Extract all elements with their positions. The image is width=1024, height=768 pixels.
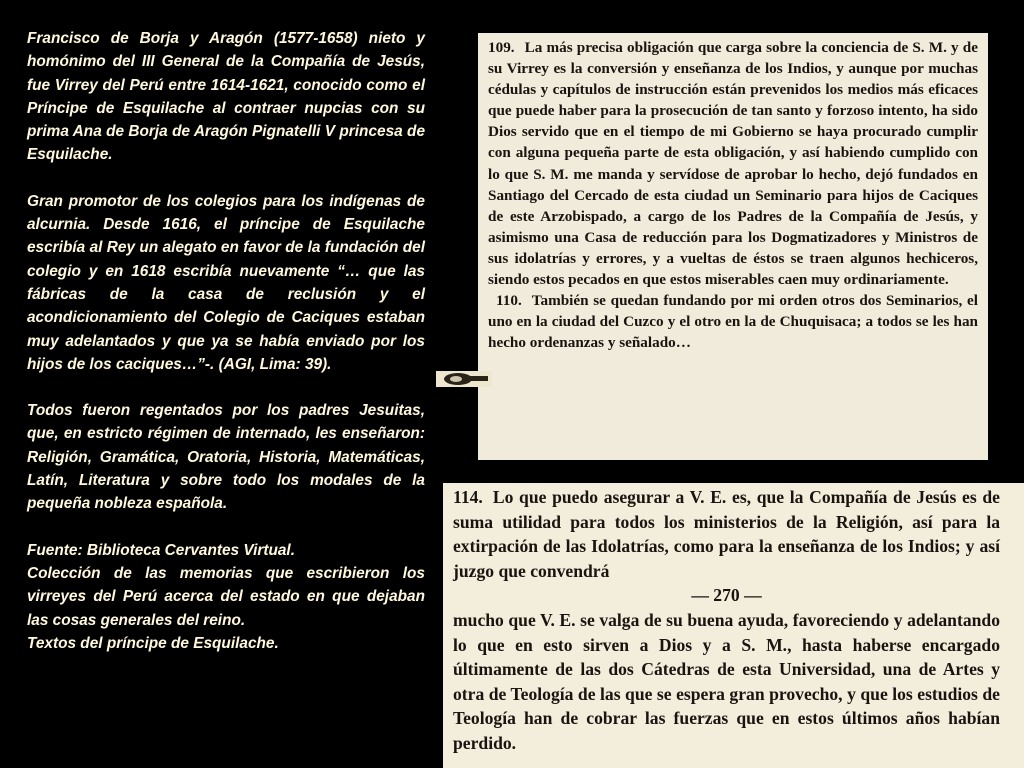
page-number-marker: — 270 — (691, 585, 762, 606)
left-column (27, 27, 425, 655)
paragraph-110 (488, 290, 978, 353)
paragraph-114-part-b: mucho que V. E. se valga de su buena ayuda, favoreciendo y adelantando lo que en esto sirven a Dios y a S. M., hasta haberse encargado últimamente de las dos Cátedras de esta Universidad, una de Artes y otra de Teología de las que se espera gran provecho, y que los estudios de Teología han de cobrar las fuerzas que en estos últimos años habían perdido. (453, 609, 1000, 753)
colleges-paragraph: Gran promotor de los colegios para los indígenas de alcurnia. Desde 1616, el príncipe de Esquilache escribía al Rey un alegato en favor de la fundación del colegio y en 1618 escribía nuevamente “… que las fábricas de la casa de reclusión y el acondicionamiento del Colegio de Caciques estaban muy adelantados y que ya se había enviado por los hijos de los caciques…”-. (AGI, Lima: 39). (27, 192, 425, 373)
paragraph-text: La más precisa obligación que carga sobre la conciencia de S. M. y de su Virrey es la conversión y enseñanza de los Indios, y aunque por muchas cédulas y capítulos de instrucción están prevenidos los medios más eficaces que puede haber para la prosecución de tan santo y forzoso intento, ha sido Dios servido que en el tiempo de mi Gobierno se haya procurado cumplir con alguna pequeña parte de esta obligación, y así habiendo cumplido con lo que S. M. me manda y servídose de aprobar lo hecho, dejó fundados en Santiago del Cercado de esta ciudad un Seminario para hijos de Caciques de este Arzobispado, a cargo de los Padres de la Compañía de Jesús, y asimismo una Casa de reducción para los Dogmatizadores y Ministros de sus idolatrías y errores, y a vueltas de éstos se traen algunos hechiceros, siendo estos pecados en que estos miserables caen muy ordinariamente. (488, 39, 978, 289)
paragraph-text: Lo que puedo asegurar a V. E. es, que la Compañía de Jesús es de suma utilidad para todos los ministerios de la Religión, así para la extirpación de las Idolatrías, como para la enseñanza de los Indios; y así juzgo que convendrá (453, 487, 1000, 581)
paragraph-number: 109. (488, 39, 515, 56)
collection-line: Colección de las memorias que escribieron los virreyes del Perú acerca del estado en que dejaban las cosas generales del reino. (27, 564, 425, 629)
biography-paragraph: Francisco de Borja y Aragón (1577-1658) nieto y homónimo del III General de la Compañía de Jesús, fue Virrey del Perú entre 1614-1621, conocido como el Príncipe de Esquilache al contraer nupcias con su prima Ana de Borja de Aragón Pignatelli V princesa de Esquilache. (27, 30, 425, 164)
pointing-hand-icon (436, 365, 492, 393)
paragraph-114-part-a (453, 485, 1000, 583)
paragraph-109 (488, 37, 978, 290)
jesuits-paragraph: Todos fueron regentados por los padres Jesuitas, que, en estricto régimen de internado, les enseñaron: Religión, Gramática, Oratoria, Historia, Matemáticas, Latín, Literatura y sobre todo los modales de la pequeña nobleza española. (27, 402, 425, 513)
document-excerpt-top (478, 33, 988, 460)
texts-line: Textos del príncipe de Esquilache. (27, 634, 279, 652)
source-line: Fuente: Biblioteca Cervantes Virtual. (27, 541, 295, 559)
paragraph-number: 114. (453, 487, 483, 507)
document-excerpt-bottom (443, 483, 1024, 768)
paragraph-text: También se quedan fundando por mi orden otros dos Seminarios, el uno en la ciudad del Cuzco y el otro en la de Chuquisaca; a todos se les han hecho ordenanzas y señalado… (488, 292, 978, 352)
paragraph-number: 110. (496, 292, 522, 310)
